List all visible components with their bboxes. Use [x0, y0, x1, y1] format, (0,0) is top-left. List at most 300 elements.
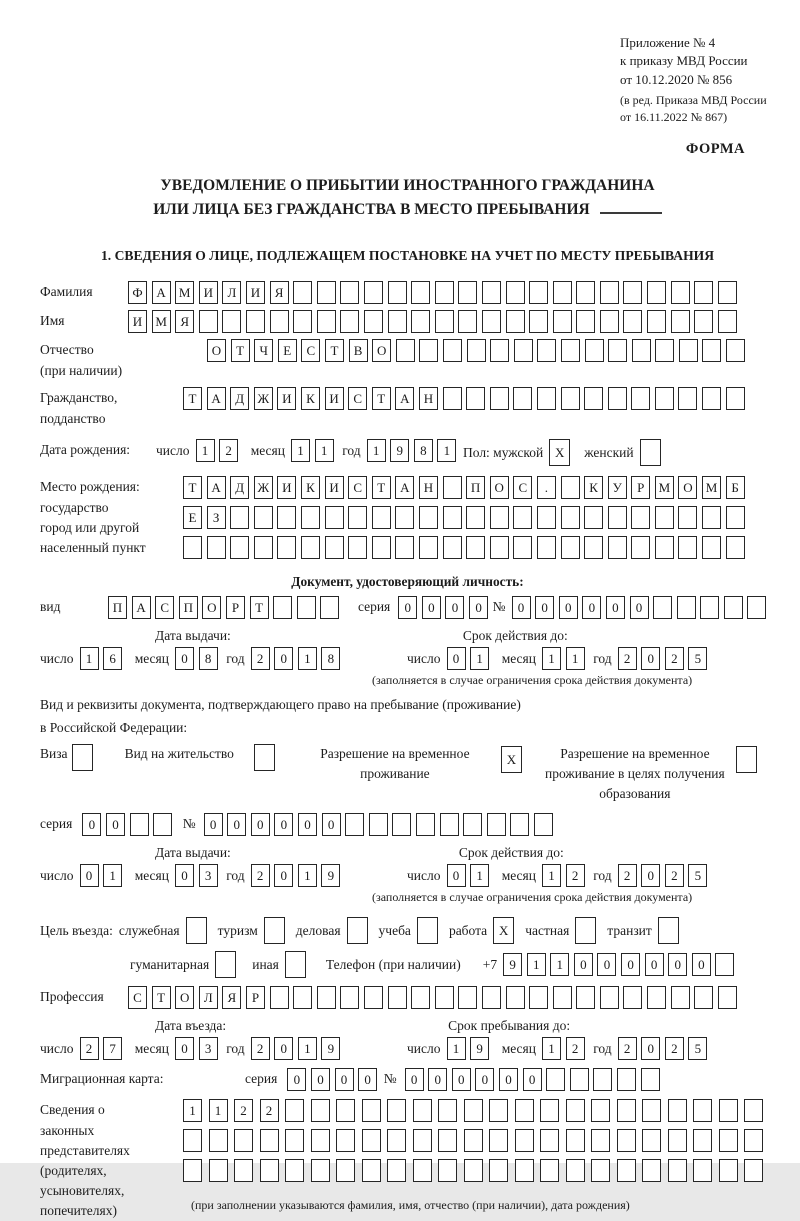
- cell[interactable]: [529, 986, 548, 1009]
- cell[interactable]: [234, 1159, 253, 1182]
- cell[interactable]: [340, 310, 359, 333]
- cell[interactable]: [693, 1159, 712, 1182]
- cell[interactable]: X: [549, 439, 570, 466]
- cell[interactable]: А: [207, 387, 226, 410]
- cell[interactable]: 0: [452, 1068, 471, 1091]
- cell[interactable]: [515, 1159, 534, 1182]
- cell[interactable]: 0: [175, 1037, 194, 1060]
- cell[interactable]: [443, 339, 462, 362]
- cell[interactable]: [694, 310, 713, 333]
- cell[interactable]: [458, 310, 477, 333]
- cell[interactable]: [466, 506, 485, 529]
- cell[interactable]: [529, 310, 548, 333]
- birth-date-month-cells[interactable]: [291, 439, 338, 462]
- cell[interactable]: [270, 986, 289, 1009]
- cell[interactable]: 8: [414, 439, 433, 462]
- cell[interactable]: И: [128, 310, 147, 333]
- cell[interactable]: [347, 917, 368, 944]
- cell[interactable]: [340, 281, 359, 304]
- cell[interactable]: 0: [335, 1068, 354, 1091]
- cell[interactable]: [490, 387, 509, 410]
- cell[interactable]: [540, 1099, 559, 1122]
- cell[interactable]: [534, 813, 553, 836]
- cell[interactable]: [641, 1068, 660, 1091]
- cell[interactable]: [702, 339, 721, 362]
- cell[interactable]: [506, 281, 525, 304]
- cell[interactable]: У: [608, 476, 627, 499]
- cell[interactable]: 2: [618, 647, 637, 670]
- cell[interactable]: [372, 536, 391, 559]
- cell[interactable]: [443, 387, 462, 410]
- cell[interactable]: [671, 310, 690, 333]
- identity-issue-month-cells[interactable]: [175, 647, 222, 670]
- cell[interactable]: [576, 986, 595, 1009]
- cell[interactable]: 0: [668, 953, 687, 976]
- cell[interactable]: 0: [582, 596, 601, 619]
- cell[interactable]: [726, 387, 745, 410]
- cell[interactable]: И: [277, 476, 296, 499]
- cell[interactable]: Ж: [254, 387, 273, 410]
- cell[interactable]: [130, 813, 149, 836]
- cell[interactable]: [515, 1099, 534, 1122]
- cell[interactable]: 0: [274, 864, 293, 887]
- cell[interactable]: [561, 536, 580, 559]
- cell[interactable]: 1: [298, 647, 317, 670]
- identity-expiry-day-cells[interactable]: [447, 647, 494, 670]
- cell[interactable]: 0: [287, 1068, 306, 1091]
- cell[interactable]: [372, 506, 391, 529]
- cell[interactable]: [311, 1129, 330, 1152]
- cell[interactable]: [631, 536, 650, 559]
- cell[interactable]: [438, 1159, 457, 1182]
- cell[interactable]: [362, 1159, 381, 1182]
- purpose-tourism-checkbox[interactable]: [264, 917, 285, 944]
- cell[interactable]: [464, 1159, 483, 1182]
- identity-issue-day-cells[interactable]: [80, 647, 127, 670]
- cell[interactable]: [570, 1068, 589, 1091]
- cell[interactable]: 0: [523, 1068, 542, 1091]
- cell[interactable]: [553, 986, 572, 1009]
- cell[interactable]: [553, 281, 572, 304]
- cell[interactable]: Ф: [128, 281, 147, 304]
- cell[interactable]: [718, 986, 737, 1009]
- cell[interactable]: [246, 310, 265, 333]
- cell[interactable]: 1: [183, 1099, 202, 1122]
- purpose-work-checkbox[interactable]: [493, 917, 514, 944]
- cell[interactable]: Т: [152, 986, 171, 1009]
- cell[interactable]: [411, 281, 430, 304]
- cell[interactable]: П: [179, 596, 198, 619]
- cell[interactable]: И: [277, 387, 296, 410]
- cell[interactable]: И: [325, 387, 344, 410]
- cell[interactable]: 1: [291, 439, 310, 462]
- cell[interactable]: 0: [499, 1068, 518, 1091]
- cell[interactable]: 1: [196, 439, 215, 462]
- cell[interactable]: [254, 744, 275, 771]
- cell[interactable]: 2: [234, 1099, 253, 1122]
- cell[interactable]: [490, 506, 509, 529]
- cell[interactable]: 0: [274, 1037, 293, 1060]
- cell[interactable]: [744, 1099, 763, 1122]
- cell[interactable]: [411, 310, 430, 333]
- cell[interactable]: [348, 536, 367, 559]
- cell[interactable]: Р: [631, 476, 650, 499]
- cell[interactable]: Я: [175, 310, 194, 333]
- cell[interactable]: 0: [82, 813, 101, 836]
- cell[interactable]: [317, 281, 336, 304]
- cell[interactable]: [513, 536, 532, 559]
- cell[interactable]: [364, 310, 383, 333]
- cell[interactable]: 1: [315, 439, 334, 462]
- cell[interactable]: [72, 744, 93, 771]
- identity-expiry-year-cells[interactable]: [618, 647, 712, 670]
- cell[interactable]: [642, 1159, 661, 1182]
- cell[interactable]: О: [207, 339, 226, 362]
- cell[interactable]: [655, 506, 674, 529]
- cell[interactable]: 0: [606, 596, 625, 619]
- cell[interactable]: [561, 387, 580, 410]
- cell[interactable]: Т: [231, 339, 250, 362]
- birth-place-line3[interactable]: [183, 536, 749, 559]
- sex-male-checkbox[interactable]: [549, 439, 570, 466]
- cell[interactable]: [679, 339, 698, 362]
- cell[interactable]: [608, 387, 627, 410]
- cell[interactable]: 0: [227, 813, 246, 836]
- cell[interactable]: [199, 310, 218, 333]
- cell[interactable]: [458, 281, 477, 304]
- cell[interactable]: [183, 1159, 202, 1182]
- cell[interactable]: [317, 986, 336, 1009]
- cell[interactable]: 0: [447, 647, 466, 670]
- cell[interactable]: [719, 1099, 738, 1122]
- cell[interactable]: [207, 536, 226, 559]
- cell[interactable]: [640, 439, 661, 466]
- cell[interactable]: [285, 1159, 304, 1182]
- residence-series-cells[interactable]: [82, 813, 176, 836]
- cell[interactable]: [435, 986, 454, 1009]
- cell[interactable]: 5: [688, 1037, 707, 1060]
- cell[interactable]: Д: [230, 476, 249, 499]
- cell[interactable]: [435, 310, 454, 333]
- cell[interactable]: 1: [367, 439, 386, 462]
- cell[interactable]: [222, 310, 241, 333]
- cell[interactable]: А: [152, 281, 171, 304]
- cell[interactable]: [443, 476, 462, 499]
- cell[interactable]: Е: [278, 339, 297, 362]
- cell[interactable]: [642, 1099, 661, 1122]
- cell[interactable]: 5: [688, 864, 707, 887]
- cell[interactable]: 2: [618, 864, 637, 887]
- cell[interactable]: [362, 1099, 381, 1122]
- cell[interactable]: П: [466, 476, 485, 499]
- representatives-line1[interactable]: [183, 1099, 770, 1122]
- cell[interactable]: 0: [204, 813, 223, 836]
- cell[interactable]: [209, 1159, 228, 1182]
- cell[interactable]: [362, 1129, 381, 1152]
- cell[interactable]: 2: [665, 864, 684, 887]
- cell[interactable]: [388, 310, 407, 333]
- cell[interactable]: [395, 506, 414, 529]
- cell[interactable]: [482, 986, 501, 1009]
- cell[interactable]: 5: [688, 647, 707, 670]
- profession-cells[interactable]: [128, 986, 741, 1009]
- cell[interactable]: [369, 813, 388, 836]
- cell[interactable]: [715, 953, 734, 976]
- cell[interactable]: [719, 1159, 738, 1182]
- cell[interactable]: 0: [405, 1068, 424, 1091]
- cell[interactable]: М: [175, 281, 194, 304]
- cell[interactable]: [655, 536, 674, 559]
- cell[interactable]: [183, 536, 202, 559]
- cell[interactable]: [413, 1099, 432, 1122]
- cell[interactable]: 0: [535, 596, 554, 619]
- cell[interactable]: О: [490, 476, 509, 499]
- cell[interactable]: [285, 1099, 304, 1122]
- cell[interactable]: [513, 387, 532, 410]
- cell[interactable]: [301, 536, 320, 559]
- cell[interactable]: 6: [103, 647, 122, 670]
- cell[interactable]: А: [395, 387, 414, 410]
- cell[interactable]: [617, 1129, 636, 1152]
- cell[interactable]: [693, 1099, 712, 1122]
- cell[interactable]: Т: [250, 596, 269, 619]
- cell[interactable]: [575, 917, 596, 944]
- cell[interactable]: [388, 986, 407, 1009]
- cell[interactable]: [230, 506, 249, 529]
- cell[interactable]: А: [395, 476, 414, 499]
- cell[interactable]: Я: [222, 986, 241, 1009]
- cell[interactable]: 0: [251, 813, 270, 836]
- cell[interactable]: [311, 1099, 330, 1122]
- cell[interactable]: [490, 339, 509, 362]
- cell[interactable]: [566, 1099, 585, 1122]
- cell[interactable]: 0: [298, 813, 317, 836]
- migration-number-cells[interactable]: [405, 1068, 665, 1091]
- cell[interactable]: 9: [321, 864, 340, 887]
- cell[interactable]: [631, 506, 650, 529]
- cell[interactable]: [419, 506, 438, 529]
- residence-expiry-year-cells[interactable]: [618, 864, 712, 887]
- cell[interactable]: [655, 339, 674, 362]
- cell[interactable]: 9: [470, 1037, 489, 1060]
- cell[interactable]: [671, 281, 690, 304]
- cell[interactable]: [747, 596, 766, 619]
- cell[interactable]: [463, 813, 482, 836]
- cell[interactable]: [591, 1129, 610, 1152]
- entry-day-cells[interactable]: [80, 1037, 127, 1060]
- cell[interactable]: [537, 339, 556, 362]
- cell[interactable]: [336, 1129, 355, 1152]
- cell[interactable]: [396, 339, 415, 362]
- cell[interactable]: [395, 536, 414, 559]
- cell[interactable]: [600, 310, 619, 333]
- cell[interactable]: Е: [183, 506, 202, 529]
- citizenship-cells[interactable]: [183, 387, 749, 410]
- cell[interactable]: 7: [103, 1037, 122, 1060]
- purpose-transit-checkbox[interactable]: [658, 917, 679, 944]
- cell[interactable]: 0: [641, 864, 660, 887]
- cell[interactable]: [647, 310, 666, 333]
- cell[interactable]: .: [537, 476, 556, 499]
- cell[interactable]: [297, 596, 316, 619]
- cell[interactable]: Т: [183, 387, 202, 410]
- cell[interactable]: С: [348, 387, 367, 410]
- cell[interactable]: 0: [630, 596, 649, 619]
- cell[interactable]: И: [199, 281, 218, 304]
- cell[interactable]: [293, 310, 312, 333]
- visa-checkbox[interactable]: [72, 744, 93, 771]
- cell[interactable]: [209, 1129, 228, 1152]
- cell[interactable]: [301, 506, 320, 529]
- cell[interactable]: Ж: [254, 476, 273, 499]
- cell[interactable]: 0: [175, 864, 194, 887]
- cell[interactable]: 1: [470, 864, 489, 887]
- cell[interactable]: [387, 1099, 406, 1122]
- cell[interactable]: 1: [209, 1099, 228, 1122]
- cell[interactable]: [700, 596, 719, 619]
- cell[interactable]: И: [325, 476, 344, 499]
- purpose-humanitarian-checkbox[interactable]: [215, 951, 236, 978]
- cell[interactable]: [254, 536, 273, 559]
- cell[interactable]: О: [175, 986, 194, 1009]
- cell[interactable]: [537, 387, 556, 410]
- cell[interactable]: [489, 1099, 508, 1122]
- entry-year-cells[interactable]: [251, 1037, 345, 1060]
- cell[interactable]: [561, 506, 580, 529]
- cell[interactable]: [702, 387, 721, 410]
- cell[interactable]: [658, 917, 679, 944]
- cell[interactable]: 0: [175, 647, 194, 670]
- cell[interactable]: [285, 951, 306, 978]
- cell[interactable]: [719, 1129, 738, 1152]
- cell[interactable]: [387, 1129, 406, 1152]
- cell[interactable]: 0: [621, 953, 640, 976]
- cell[interactable]: [678, 536, 697, 559]
- cell[interactable]: [438, 1129, 457, 1152]
- cell[interactable]: [183, 1129, 202, 1152]
- cell[interactable]: [464, 1129, 483, 1152]
- cell[interactable]: 0: [574, 953, 593, 976]
- cell[interactable]: С: [348, 476, 367, 499]
- cell[interactable]: [234, 1129, 253, 1152]
- cell[interactable]: 8: [199, 647, 218, 670]
- cell[interactable]: 3: [199, 864, 218, 887]
- migration-series-cells[interactable]: [287, 1068, 381, 1091]
- doc-series-cells[interactable]: [398, 596, 492, 619]
- cell[interactable]: 0: [475, 1068, 494, 1091]
- cell[interactable]: [678, 506, 697, 529]
- cell[interactable]: [540, 1129, 559, 1152]
- cell[interactable]: Д: [230, 387, 249, 410]
- cell[interactable]: 0: [322, 813, 341, 836]
- cell[interactable]: [632, 339, 651, 362]
- entry-month-cells[interactable]: [175, 1037, 222, 1060]
- cell[interactable]: 0: [428, 1068, 447, 1091]
- cell[interactable]: [744, 1129, 763, 1152]
- cell[interactable]: [273, 596, 292, 619]
- residence-expiry-month-cells[interactable]: [542, 864, 589, 887]
- representatives-line2[interactable]: [183, 1129, 770, 1152]
- cell[interactable]: [348, 506, 367, 529]
- cell[interactable]: [584, 387, 603, 410]
- cell[interactable]: [584, 506, 603, 529]
- cell[interactable]: [726, 339, 745, 362]
- cell[interactable]: [466, 536, 485, 559]
- cell[interactable]: [270, 310, 289, 333]
- residence-issue-month-cells[interactable]: [175, 864, 222, 887]
- cell[interactable]: [311, 1159, 330, 1182]
- cell[interactable]: О: [678, 476, 697, 499]
- cell[interactable]: 2: [251, 647, 270, 670]
- cell[interactable]: [482, 281, 501, 304]
- cell[interactable]: [419, 536, 438, 559]
- cell[interactable]: 2: [260, 1099, 279, 1122]
- cell[interactable]: 0: [597, 953, 616, 976]
- purpose-other-checkbox[interactable]: [285, 951, 306, 978]
- cell[interactable]: [718, 310, 737, 333]
- cell[interactable]: X: [501, 746, 522, 773]
- cell[interactable]: [702, 536, 721, 559]
- cell[interactable]: [490, 536, 509, 559]
- cell[interactable]: 2: [80, 1037, 99, 1060]
- cell[interactable]: [438, 1099, 457, 1122]
- cell[interactable]: [591, 1099, 610, 1122]
- cell[interactable]: [467, 339, 486, 362]
- cell[interactable]: [608, 339, 627, 362]
- cell[interactable]: [678, 387, 697, 410]
- cell[interactable]: [387, 1159, 406, 1182]
- cell[interactable]: [260, 1159, 279, 1182]
- cell[interactable]: О: [372, 339, 391, 362]
- cell[interactable]: 1: [566, 647, 585, 670]
- cell[interactable]: [487, 813, 506, 836]
- purpose-business-checkbox[interactable]: [347, 917, 368, 944]
- cell[interactable]: К: [584, 476, 603, 499]
- cell[interactable]: 1: [447, 1037, 466, 1060]
- birth-place-line2[interactable]: [183, 506, 749, 529]
- cell[interactable]: С: [128, 986, 147, 1009]
- cell[interactable]: [668, 1099, 687, 1122]
- cell[interactable]: [693, 1129, 712, 1152]
- cell[interactable]: [293, 281, 312, 304]
- cell[interactable]: [537, 536, 556, 559]
- cell[interactable]: 1: [80, 647, 99, 670]
- cell[interactable]: [600, 281, 619, 304]
- cell[interactable]: [440, 813, 459, 836]
- cell[interactable]: [277, 536, 296, 559]
- cell[interactable]: К: [301, 387, 320, 410]
- temp-residence-education-checkbox[interactable]: [736, 746, 757, 773]
- cell[interactable]: [515, 1129, 534, 1152]
- cell[interactable]: [718, 281, 737, 304]
- cell[interactable]: [413, 1159, 432, 1182]
- cell[interactable]: 0: [641, 1037, 660, 1060]
- cell[interactable]: [647, 986, 666, 1009]
- cell[interactable]: [153, 813, 172, 836]
- birth-date-day-cells[interactable]: [196, 439, 243, 462]
- phone-cells[interactable]: [503, 953, 739, 976]
- cell[interactable]: [566, 1159, 585, 1182]
- cell[interactable]: 8: [321, 647, 340, 670]
- residence-issue-year-cells[interactable]: [251, 864, 345, 887]
- cell[interactable]: [591, 1159, 610, 1182]
- cell[interactable]: [443, 536, 462, 559]
- cell[interactable]: 0: [422, 596, 441, 619]
- residence-expiry-day-cells[interactable]: [447, 864, 494, 887]
- stay-year-cells[interactable]: [618, 1037, 712, 1060]
- cell[interactable]: [514, 339, 533, 362]
- cell[interactable]: [506, 986, 525, 1009]
